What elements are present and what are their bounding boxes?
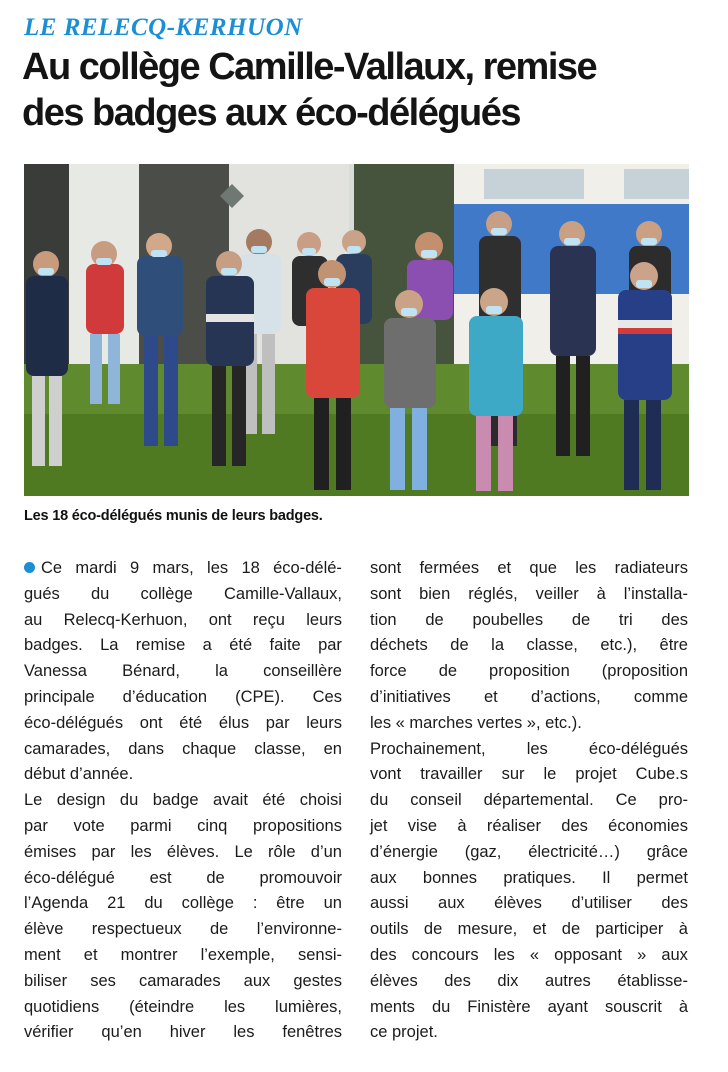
body-line: gués du collège Camille-Vallaux, xyxy=(24,584,342,603)
body-line: Prochainement, les éco-délégués xyxy=(370,739,688,758)
body-line: sont bien réglés, veiller à l’installa- xyxy=(370,584,688,603)
body-line: quotidiens (éteindre les lumières, xyxy=(24,997,342,1016)
body-line: ments du Finistère ayant souscrit à xyxy=(370,997,688,1016)
body-line: émises par les élèves. Le rôle d’un xyxy=(24,842,342,861)
body-line: éco-délégué est de promouvoir xyxy=(24,868,342,887)
body-line: Le design du badge avait été choisi xyxy=(24,791,342,810)
body-line: badges. La remise a été faite par xyxy=(24,636,342,655)
body-line: sont fermées et que les radiateurs xyxy=(370,559,688,577)
group-photo xyxy=(24,164,689,496)
body-line: au Relecq-Kerhuon, ont reçu leurs xyxy=(24,610,342,629)
section-kicker: LE RELECQ-KERHUON xyxy=(24,14,303,41)
body-line: les « marches vertes », etc.). xyxy=(370,713,582,732)
body-line: éco-délégués ont été élus par leurs xyxy=(24,713,342,732)
body-line: principale d’éducation (CPE). Ces xyxy=(24,687,342,706)
article-headline xyxy=(22,44,712,136)
body-line: d’énergie (gaz, électricité…) grâce xyxy=(370,842,688,861)
body-line: d’initiatives et d’actions, comme xyxy=(370,687,688,706)
body-line: ment et montrer l’exemple, sensi- xyxy=(24,945,342,964)
body-line: Vanessa Bénard, la conseillère xyxy=(24,662,342,681)
body-line: tion de poubelles de tri des xyxy=(370,610,688,629)
body-line: aussi aux élèves d’utiliser des xyxy=(370,894,688,913)
body-line: aux bonnes pratiques. Il permet xyxy=(370,868,688,887)
article-column-1 xyxy=(24,556,342,1046)
body-line: vont travailler sur le projet Cube.s xyxy=(370,765,688,784)
body-line: début d’année. xyxy=(24,765,134,784)
paragraph-bullet-icon xyxy=(24,562,35,573)
body-line: Ce mardi 9 mars, les 18 éco-délé- xyxy=(24,556,342,582)
article-column-2 xyxy=(370,556,688,1046)
headline-line-1: Au collège Camille-Vallaux, remise xyxy=(22,46,597,88)
body-line: jet vise à réaliser des économies xyxy=(370,816,688,835)
body-line: par vote parmi cinq propositions xyxy=(24,816,342,835)
body-line: camarades, dans chaque classe, en xyxy=(24,739,342,758)
headline-line-2: des badges aux éco-délégués xyxy=(22,92,521,134)
body-line: élève respectueux de l’environne- xyxy=(24,920,342,939)
body-line: biliser ses camarades aux gestes xyxy=(24,971,342,990)
body-line: outils de mesure, et de participer à xyxy=(370,920,688,939)
body-line: des concours les « opposant » aux xyxy=(370,945,688,964)
body-line: ce projet. xyxy=(370,1023,438,1042)
body-line: élèves des dix autres établisse- xyxy=(370,971,688,990)
body-line: du conseil départemental. Ce pro- xyxy=(370,791,688,810)
body-line: déchets de la classe, etc.), être xyxy=(370,636,688,655)
body-line: vérifier qu’en hiver les fenêtres xyxy=(24,1023,342,1042)
body-line: l’Agenda 21 du collège : être un xyxy=(24,894,342,913)
photo-caption: Les 18 éco-délégués munis de leurs badges. xyxy=(24,508,323,524)
body-line: force de proposition (proposition xyxy=(370,662,688,681)
